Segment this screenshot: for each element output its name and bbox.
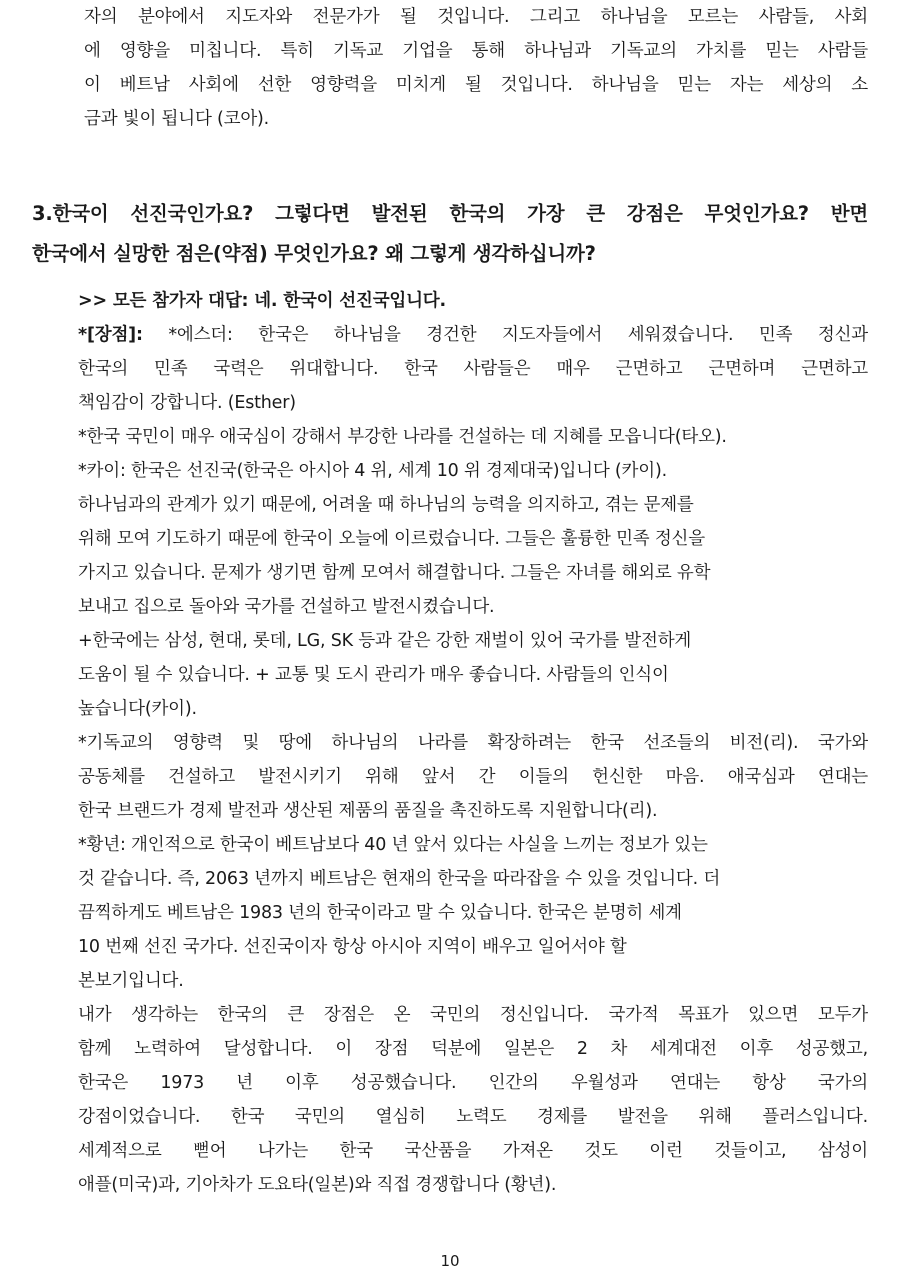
- strength-label: *[장점]:: [78, 325, 143, 345]
- answer-summary: >> 모든 참가자 대답: 네. 한국이 선진국입니다.: [78, 291, 446, 311]
- answer-block: [78, 284, 868, 1202]
- final-line: 애플(미국)과, 기아차가 도요타(일본)와 직접 경쟁합니다 (황년).: [78, 1175, 557, 1195]
- intro-paragraph: [84, 0, 868, 136]
- kai-line: 위해 모여 기도하기 때문에 한국이 오늘에 이르렀습니다. 그들은 훌륭한 민족 정신을: [78, 529, 705, 549]
- question-heading: [32, 194, 868, 274]
- intro-line: 이 베트남 사회에 선한 영향력을 미치게 될 것입니다. 하나님을 믿는 자는 세상의 소: [84, 75, 868, 95]
- hoang-line: 것 같습니다. 즉, 2063 년까지 베트남은 현재의 한국을 따라잡을 수 있을 것입니다. 더: [78, 869, 721, 889]
- esther-text: *에스더: 한국은 하나님을 경건한 지도자들에서 세워졌습니다. 민족 정신과: [142, 325, 868, 345]
- hoang-line: *황년: 개인적으로 한국이 베트남보다 40 년 앞서 있다는 사실을 느끼는 정보가 있는: [78, 835, 708, 855]
- page-number: 10: [440, 1252, 460, 1270]
- esther-line: 책임감이 강합니다. (Esther): [78, 393, 296, 413]
- question-line: 한국에서 실망한 점은(약점) 무엇인가요? 왜 그렇게 생각하십니까?: [32, 242, 596, 265]
- esther-line: [78, 318, 868, 352]
- final-line: 강점이었습니다. 한국 국민의 열심히 노력도 경제를 발전을 위해 플러스입니다.: [78, 1107, 868, 1127]
- hoang-line: 10 번째 선진 국가다. 선진국이자 항상 아시아 지역이 배우고 일어서야 할: [78, 937, 627, 957]
- hoang-line: 끔찍하게도 베트남은 1983 년의 한국이라고 말 수 있습니다. 한국은 분명히 세계: [78, 903, 682, 923]
- kai-line: *카이: 한국은 선진국(한국은 아시아 4 위, 세계 10 위 경제대국)입니다 (카이).: [78, 461, 667, 481]
- final-line: 한국은 1973 년 이후 성공했습니다. 인간의 우월성과 연대는 항상 국가의: [78, 1073, 868, 1093]
- final-line: 세계적으로 뻗어 나가는 한국 국산품을 가져온 것도 이런 것들이고, 삼성이: [78, 1141, 868, 1161]
- final-line: 내가 생각하는 한국의 큰 장점은 온 국민의 정신입니다. 국가적 목표가 있으면 모두가: [78, 1005, 868, 1025]
- question-line: 3.한국이 선진국인가요? 그렇다면 발전된 한국의 가장 큰 강점은 무엇인가요? 반면: [32, 202, 868, 225]
- kai-line: 가지고 있습니다. 문제가 생기면 함께 모여서 해결합니다. 그들은 자녀를 해외로 유학: [78, 563, 711, 583]
- esther-line: 한국의 민족 국력은 위대합니다. 한국 사람들은 매우 근면하고 근면하며 근면하고: [78, 359, 868, 379]
- kai-line: 높습니다(카이).: [78, 699, 197, 719]
- final-line: 함께 노력하여 달성합니다. 이 장점 덕분에 일본은 2 차 세계대전 이후 성공했고,: [78, 1039, 868, 1059]
- kai-line: 보내고 집으로 돌아와 국가를 건설하고 발전시켰습니다.: [78, 597, 495, 617]
- kai-line: +한국에는 삼성, 현대, 롯데, LG, SK 등과 같은 강한 재벌이 있어 국가를 발전하게: [78, 631, 692, 651]
- ri-line: 공동체를 건설하고 발전시키기 위해 앞서 간 이들의 헌신한 마음. 애국심과 연대는: [78, 767, 868, 787]
- hoang-line: 본보기입니다.: [78, 971, 184, 991]
- intro-line: 금과 빛이 됩니다 (코아).: [84, 109, 270, 129]
- ri-line: 한국 브랜드가 경제 발전과 생산된 제품의 품질을 촉진하도록 지원합니다(리).: [78, 801, 658, 821]
- kai-line: 도움이 될 수 있습니다. + 교통 및 도시 관리가 매우 좋습니다. 사람들의 인식이: [78, 665, 669, 685]
- intro-line: 에 영향을 미칩니다. 특히 기독교 기업을 통해 하나님과 기독교의 가치를 믿는 사람들: [84, 41, 868, 61]
- intro-line: 자의 분야에서 지도자와 전문가가 될 것입니다. 그리고 하나님을 모르는 사람들, 사회: [84, 7, 868, 27]
- ri-line: *기독교의 영향력 및 땅에 하나님의 나라를 확장하려는 한국 선조들의 비전(리). 국가와: [78, 733, 868, 753]
- kai-line: 하나님과의 관계가 있기 때문에, 어려울 때 하나님의 능력을 의지하고, 겪는 문제를: [78, 495, 694, 515]
- tao-line: *한국 국민이 매우 애국심이 강해서 부강한 나라를 건설하는 데 지혜를 모읍니다(타오).: [78, 427, 727, 447]
